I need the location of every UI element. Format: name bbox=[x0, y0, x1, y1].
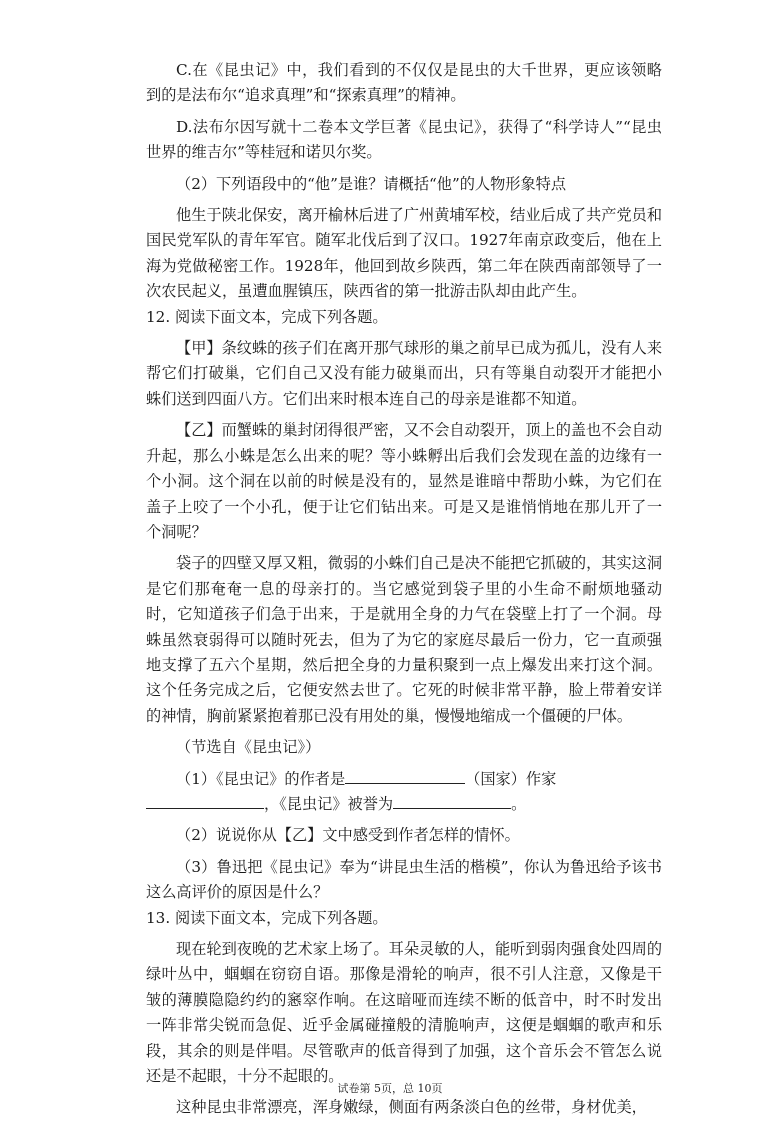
q12-sub1-text-b: （国家）作家 bbox=[465, 769, 557, 788]
q13-paragraph-1: 现在轮到夜晚的艺术家上场了。耳朵灵敏的人，能听到弱肉强食处四周的绿叶丛中，蝈蝈在窃窃自语。那像是滑轮的响声，很不引人注意，又像是干皱的薄膜隐隐约约的窸窣作响。在这暗哑而连续不断的低音中，时不时发出一阵非常尖锐而急促、近乎金属碰撞般的清脆响声，这便是蝈蝈的歌声和乐段，其余的则是伴唱。尽管歌声的低音得到了加强，这个音乐会不管怎么说还是不起眼，十分不起眼的。 bbox=[146, 940, 662, 1086]
q12-subquestion-2: （2）说说你从【乙】文中感受到作者怎样的情怀。 bbox=[176, 826, 520, 845]
page-content bbox=[146, 58, 662, 1121]
q12-subquestion-1 bbox=[146, 767, 662, 818]
q11-option-c: C.在《昆虫记》中，我们看到的不仅仅是昆虫的大千世界，更应该领略到的是法布尔“追求真理”和“探索真理”的精神。 bbox=[146, 61, 662, 105]
q12-sub1-text-a: （1）《昆虫记》的作者是 bbox=[176, 769, 346, 788]
q12-sub1-text-d: 。 bbox=[511, 794, 527, 813]
author-answer-blank[interactable] bbox=[345, 767, 465, 784]
q12-paragraph-yi: 【乙】而蟹蛛的巢封闭得很严密，又不会自动裂开，顶上的盖也不会自动升起，那么小蛛是怎么出来的呢？等小蛛孵出后我们会发现在盖的边缘有一个小洞。这个洞在以前的时候是没有的，显然是谁暗中帮助小蛛，为它们在盖子上咬了一个小孔，便于让它们钻出来。可是又是谁悄悄地在那儿开了一个洞呢？ bbox=[146, 421, 662, 541]
q12-paragraph-3: 袋子的四壁又厚又粗，微弱的小蛛们自己是决不能把它抓破的，其实这洞是它们那奄奄一息的母亲打的。当它感觉到袋子里的小生命不耐烦地骚动时，它知道孩子们急于出来，于是就用全身的力气在袋壁上打了一个洞。母蛛虽然衰弱得可以随时死去，但为了为它的家庭尽最后一份力，它一直顽强地支撑了五六个星期，然后把全身的力量积聚到一点上爆发出来打这个洞。这个任务完成之后，它便安然去世了。它死的时候非常平静，脸上带着安详的神情，胸前紧紧抱着那已没有用处的巢，慢慢地缩成一个僵硬的尸体。 bbox=[146, 554, 662, 725]
q11-subquestion-2: （2）下列语段中的“他”是谁？请概括“他”的人物形象特点 bbox=[176, 174, 567, 193]
q12-sub1-text-c: ，《昆虫记》被誉为 bbox=[264, 794, 394, 813]
q12-title: 12. 阅读下面文本，完成下列各题。 bbox=[146, 307, 388, 326]
page-footer: 试卷第 5页，总 10页 bbox=[337, 1082, 443, 1095]
q13-title: 13. 阅读下面文本，完成下列各题。 bbox=[146, 908, 388, 927]
q13-paragraph-2: 这种昆虫非常漂亮，浑身嫩绿，侧面有两条淡白色的丝带，身材优美， bbox=[176, 1098, 647, 1117]
q11-option-d: D.法布尔因写就十二卷本文学巨著《昆虫记》，获得了“科学诗人”“昆虫世界的维吉尔”等桂冠和诺贝尔奖。 bbox=[146, 117, 662, 162]
author-name-blank[interactable] bbox=[146, 792, 264, 809]
q12-paragraph-jia: 【甲】条纹蛛的孩子们在离开那气球形的巢之前早已成为孤儿，没有人来帮它们打破巢，它们自己又没有能力破巢而出，只有等巢自动裂开才能把小蛛们送到四面八方。它们出来时根本连自己的母亲是谁都不知道。 bbox=[146, 339, 662, 408]
q12-source: （节选自《昆虫记》） bbox=[176, 738, 321, 757]
reputation-answer-blank[interactable] bbox=[393, 792, 511, 809]
q11-passage: 他生于陕北保安，离开榆林后进了广州黄埔军校，结业后成了共产党员和国民党军队的青年军官。随军北伐后到了汉口。1927年南京政变后，他在上海为党做秘密工作。1928年，他回到故乡陕西，第二年在陕西南部领导了一次农民起义，虽遭血腥镇压，陕西省的第一批游击队却由此产生。 bbox=[146, 206, 662, 301]
q12-subquestion-3: （3）鲁迅把《昆虫记》奉为“讲昆虫生活的楷模”，你认为鲁迅给予该书这么高评价的原因是什么？ bbox=[146, 857, 662, 902]
